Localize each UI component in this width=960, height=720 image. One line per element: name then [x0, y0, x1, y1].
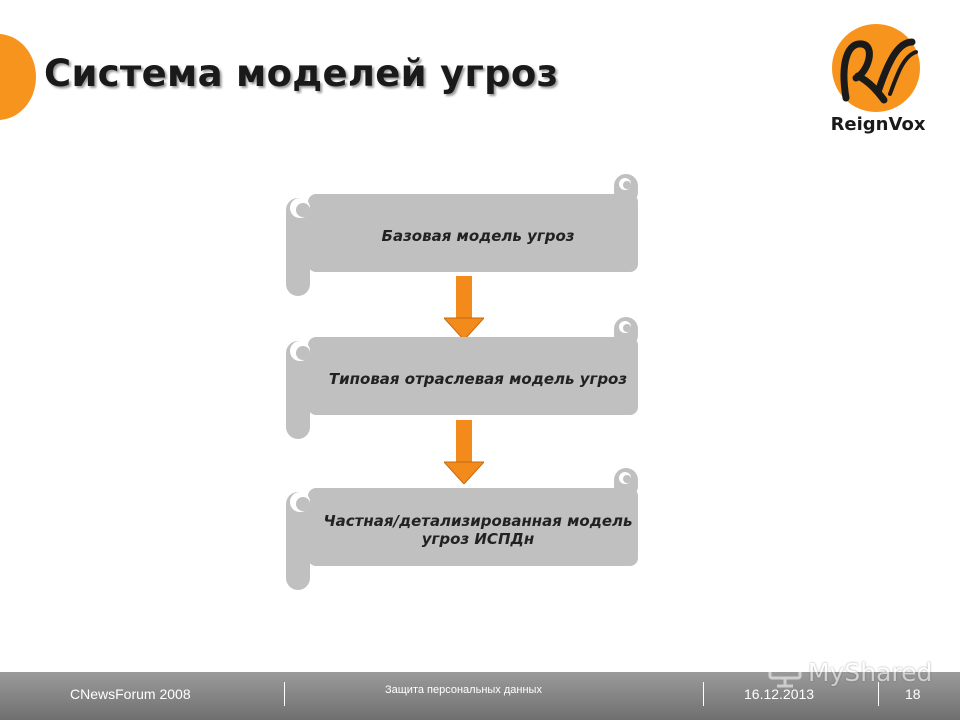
logo: [818, 22, 938, 140]
footer-divider: [284, 682, 285, 706]
diagram-node-label: Типовая отраслевая модель угроз: [328, 370, 628, 388]
page-number: 18: [905, 686, 921, 702]
diagram-node-label: Базовая модель угроз: [381, 227, 575, 245]
footer-divider: [703, 682, 704, 706]
accent-circle: [0, 34, 36, 120]
reignvox-logo-icon: [818, 22, 938, 114]
footer-topic: Защита персональных данных: [385, 684, 542, 696]
footer-date: 16.12.2013: [744, 686, 815, 702]
logo-text: ReignVox: [830, 114, 926, 135]
watermark-text: MyShared: [808, 658, 933, 687]
diagram-node-label: Частная/детализированная модель угроз ИСПДн: [323, 512, 633, 548]
footer-event: CNewsForum 2008: [70, 686, 191, 702]
slide-title: Система моделей угроз: [44, 52, 559, 95]
diagram-node-private-model: [284, 466, 644, 596]
presentation-icon: [766, 654, 806, 690]
watermark: [766, 654, 936, 690]
